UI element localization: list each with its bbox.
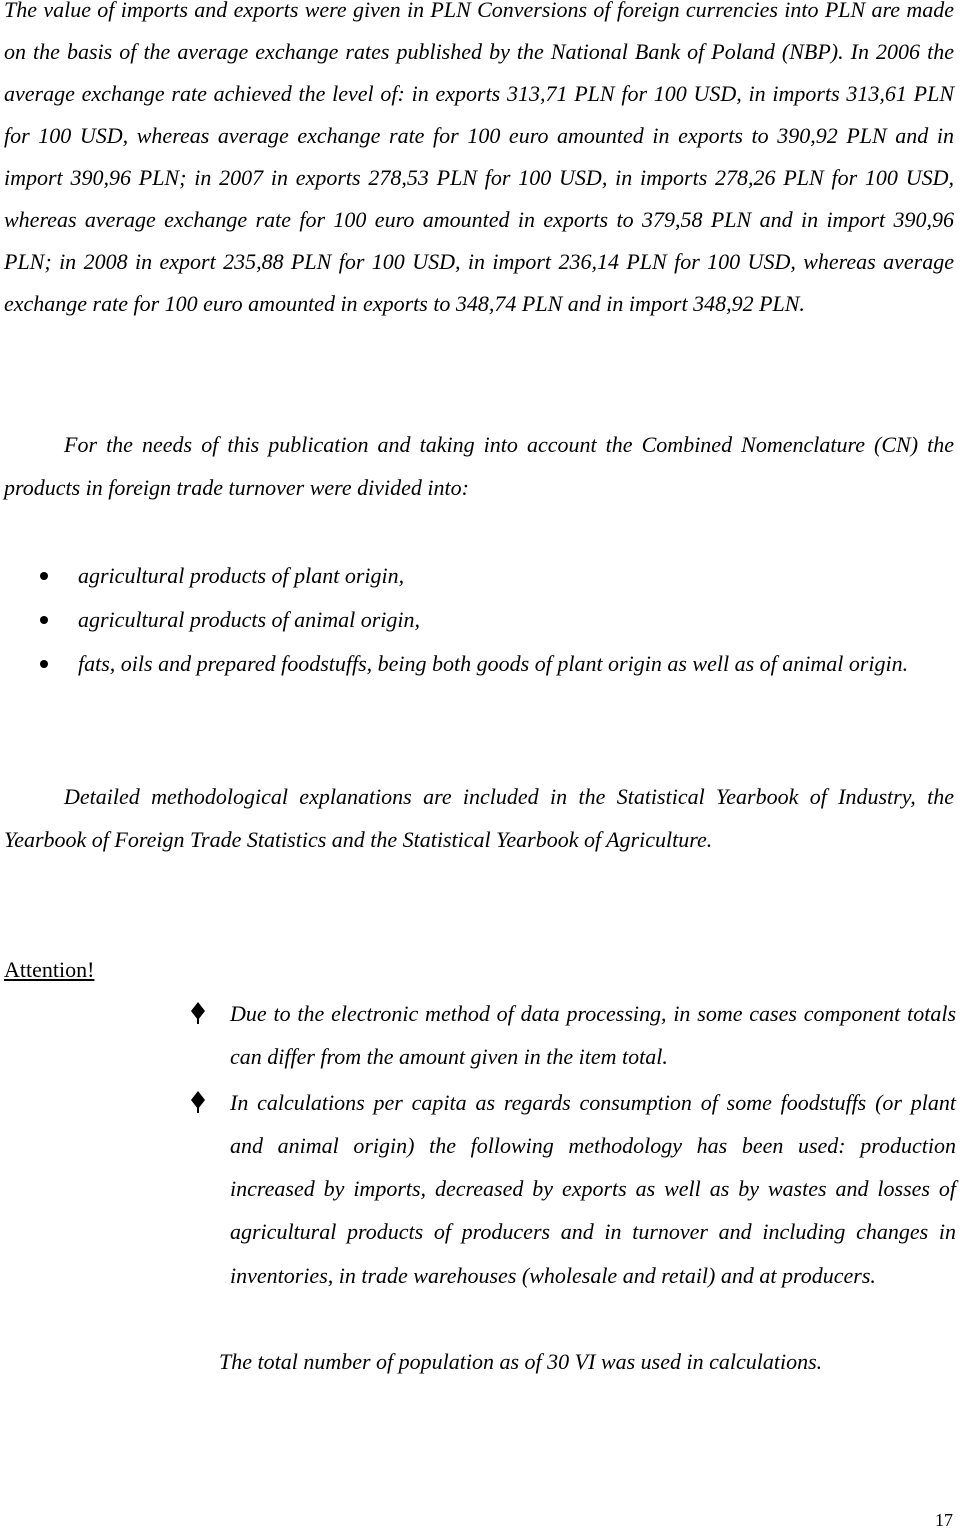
list-item-text: Due to the electronic method of data processing, in some cases component totals can differ from the amount given in the item total. <box>230 1001 956 1070</box>
list-item-text: agricultural products of plant origin, <box>78 563 405 588</box>
list-item <box>0 642 956 686</box>
bullet-icon <box>40 660 48 668</box>
bullet-icon <box>40 572 48 580</box>
diamond-bullet-icon <box>191 1002 205 1024</box>
diamond-bullet-icon <box>191 1091 205 1113</box>
population-note: The total number of population as of 30 VI was used in calculations. <box>219 1349 823 1374</box>
list-item <box>0 992 956 1079</box>
attention-list <box>0 992 956 1299</box>
product-groups-list <box>0 554 956 686</box>
bullet-icon <box>40 616 48 624</box>
list-item-text: agricultural products of animal origin, <box>78 607 421 632</box>
list-item <box>0 554 956 598</box>
attention-heading: Attention! <box>4 957 95 982</box>
methodology-paragraph: Detailed methodological explanations are included in the Statistical Yearbook of Industry, the Yearbook of Foreign Trade Statistics and the Statistical Yearbook of Agriculture. <box>4 784 954 852</box>
list-item-text: fats, oils and prepared foodstuffs, being both goods of plant origin as well as of animal origin. <box>78 651 909 676</box>
list-item <box>0 1081 956 1297</box>
page-number: 17 <box>935 1510 953 1530</box>
list-item-text: In calculations per capita as regards consumption of some foodstuffs (or plant and animal origin) the following methodology has been used: production increased by imports, decreased by exports as well as by wastes and losses of agricultural products of producers and in turnover and including changes in inventories, in trade warehouses (wholesale and retail) and at producers. <box>230 1089 956 1288</box>
nomenclature-paragraph: For the needs of this publication and taking into account the Combined Nomenclature (CN) the products in foreign trade turnover were divided into: <box>4 432 954 500</box>
exchange-rates-paragraph: The value of imports and exports were given in PLN Conversions of foreign currencies into PLN are made on the basis of the average exchange rates published by the National Bank of Poland (NBP). In 2006 the average exchange rate achieved the level of: in exports 313,71 PLN for 100 USD, in imports 313,61 PLN for 100 USD, whereas average exchange rate for 100 euro amounted in exports to 390,92 PLN and in import 390,96 PLN; in 2007 in exports 278,53 PLN for 100 USD, in imports 278,26 PLN for 100 USD, whereas average exchange rate for 100 euro amounted in exports to 379,58 PLN and in import 390,96 PLN; in 2008 in export 235,88 PLN for 100 USD, in import 236,14 PLN for 100 USD, whereas average exchange rate for 100 euro amounted in exports to 348,74 PLN and in import 348,92 PLN. <box>4 0 954 316</box>
list-item <box>0 598 956 642</box>
